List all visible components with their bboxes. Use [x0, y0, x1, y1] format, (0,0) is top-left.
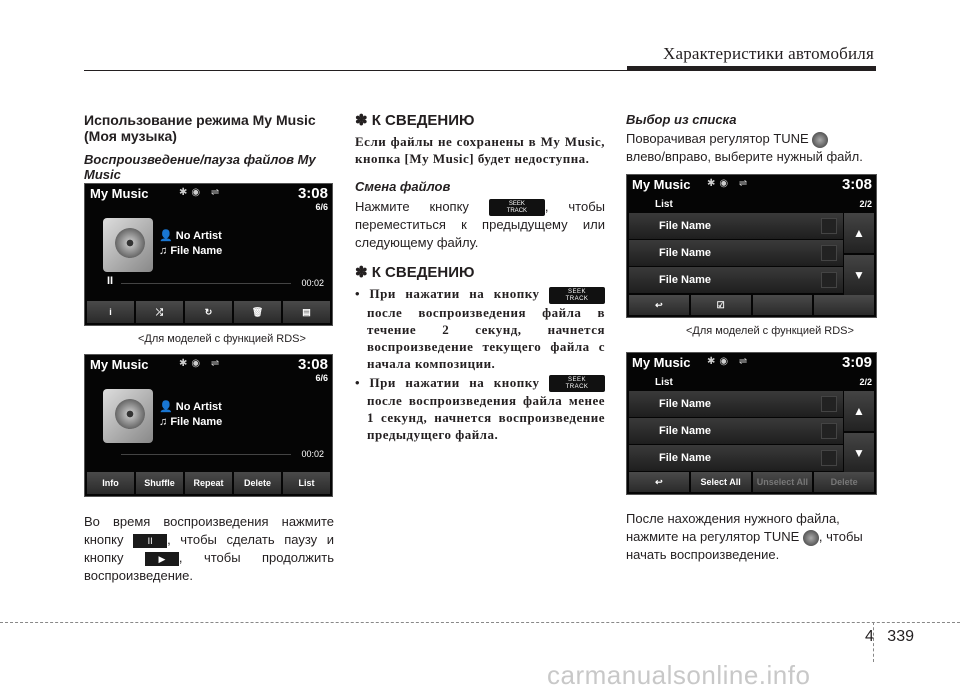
header-bar	[627, 66, 876, 71]
page-number: 4 339	[865, 628, 914, 645]
screen-time: 3:08	[297, 356, 328, 373]
seek-track-button-icon: SEEK TRACK	[489, 199, 545, 216]
select-from-list-heading: Выбор из списка	[626, 112, 737, 127]
screen-title: My Music	[632, 355, 691, 370]
bullet-2: • При нажатии на кнопку SEEK TRACK после воспроизведения файла менее 1 секунд, начнется воспроизведение предыдущего файла.	[355, 374, 605, 443]
list-label: List	[655, 199, 673, 210]
seek-track-button-icon: SEEK TRACK	[549, 375, 605, 392]
delete-button[interactable]: Delete	[814, 472, 874, 492]
info-icon-button[interactable]: i	[87, 301, 134, 323]
tune-knob-icon	[803, 530, 819, 546]
repeat-button[interactable]: Repeat	[185, 472, 232, 494]
album-art	[103, 389, 153, 443]
list-item[interactable]: File Name	[629, 267, 843, 293]
track-count: 6/6	[315, 202, 328, 212]
checkbox[interactable]	[821, 396, 837, 412]
screen-title: My Music	[632, 177, 691, 192]
disc-icon	[115, 228, 145, 258]
my-music-screen-icons	[84, 183, 333, 326]
list-label: List	[655, 377, 673, 388]
screen-title: My Music	[90, 186, 149, 201]
list-button-row	[629, 295, 874, 315]
note-heading-1: ✽ К СВЕДЕНИЮ	[355, 112, 475, 129]
status-icons: ✱◉ ⇌	[179, 358, 224, 369]
pause-button-icon: II	[133, 534, 167, 548]
info-button[interactable]: Info	[87, 472, 134, 494]
bullet-1: • При нажатии на кнопку SEEK TRACK после воспроизведения файла в течение 2 секунд, начнется воспроизведение текущего файла с начала композиции.	[355, 286, 605, 371]
column-3	[626, 112, 876, 166]
select-text: Поворачивая регулятор TUNE влево/вправо, выберите нужный файл.	[626, 131, 863, 164]
elapsed-time: 00:02	[301, 278, 324, 288]
header-rule	[84, 70, 627, 71]
tune-knob-icon	[812, 132, 828, 148]
artist-name: 👤 No Artist	[159, 401, 222, 413]
checkbox[interactable]	[821, 245, 837, 261]
checkbox[interactable]	[821, 423, 837, 439]
list-text-button-row	[629, 472, 874, 492]
elapsed-time: 00:02	[301, 449, 324, 459]
icon-button-row	[87, 301, 330, 323]
note-text-1: Если файлы не сохранены в My Music, кнопка [My Music] будет недоступна.	[355, 134, 605, 166]
change-files-text: Нажмите кнопку SEEK TRACK , чтобы переместиться к предыдущему или следующему файлу.	[355, 199, 605, 251]
screen-time: 3:08	[841, 176, 872, 193]
list-screen-text	[626, 352, 877, 495]
scroll-down-button[interactable]: ▼	[844, 433, 874, 473]
scroll-down-button[interactable]: ▼	[844, 255, 874, 295]
my-music-screen-text	[84, 354, 333, 497]
select-all-button[interactable]: Select All	[691, 472, 751, 492]
track-count: 6/6	[315, 373, 328, 383]
page-header-title: Характеристики автомобиля	[663, 44, 874, 63]
progress-line	[121, 454, 291, 455]
shuffle-button[interactable]: Shuffle	[136, 472, 183, 494]
unselect-all-button[interactable]: Unselect All	[753, 472, 813, 492]
screen-title: My Music	[90, 357, 149, 372]
play-pause-text: Во время воспроизведения нажмите кнопку II , чтобы сделать паузу и кнопку ▶ , чтобы продолжить воспроизведение.	[84, 514, 334, 583]
repeat-icon-button[interactable]: ↻	[185, 301, 232, 323]
checkbox[interactable]	[821, 272, 837, 288]
screen-time: 3:09	[841, 354, 872, 371]
file-name: ♫ File Name	[159, 416, 223, 428]
list-page: 2/2	[859, 199, 872, 209]
rds-caption-2: <Для моделей с функцией RDS>	[686, 325, 854, 337]
list-icon-button[interactable]: ▤	[283, 301, 330, 323]
disc-icon	[115, 399, 145, 429]
checkbox[interactable]	[821, 450, 837, 466]
pause-icon: II	[107, 275, 114, 287]
play-button-icon: ▶	[145, 552, 179, 566]
column-2	[355, 112, 605, 443]
scroll-up-button[interactable]: ▲	[844, 213, 874, 253]
album-art	[103, 218, 153, 272]
rds-caption-1: <Для моделей с функцией RDS>	[138, 333, 306, 345]
section-subheading: Воспроизведение/пауза файлов My Music	[84, 152, 316, 182]
status-icons: ✱◉ ⇌	[707, 178, 752, 189]
change-files-heading: Смена файлов	[355, 179, 451, 194]
shuffle-icon-button[interactable]: ⤮	[136, 301, 183, 323]
checkbox[interactable]	[821, 218, 837, 234]
unselect-all-icon-button[interactable]	[753, 295, 813, 315]
screen-time: 3:08	[297, 185, 328, 202]
list-item[interactable]: File Name	[629, 445, 843, 471]
select-all-icon-button[interactable]: ☑	[691, 295, 751, 315]
progress-line	[121, 283, 291, 284]
artist-name: 👤 No Artist	[159, 230, 222, 242]
list-page: 2/2	[859, 377, 872, 387]
list-item[interactable]: File Name	[629, 240, 843, 266]
footer-rule	[0, 622, 960, 623]
after-find-text: После нахождения нужного файла, нажмите на регулятор TUNE , чтобы начать воспроизведение.	[626, 511, 863, 562]
list-item[interactable]: File Name	[629, 213, 843, 239]
note-heading-2: ✽ К СВЕДЕНИЮ	[355, 264, 475, 282]
back-button[interactable]: ↩	[629, 472, 689, 492]
list-button[interactable]: List	[283, 472, 330, 494]
watermark: carmanualsonline.info	[547, 660, 811, 689]
scroll-up-button[interactable]: ▲	[844, 391, 874, 431]
delete-icon-button[interactable]: 🗑	[234, 301, 281, 323]
seek-track-button-icon: SEEK TRACK	[549, 287, 605, 304]
text-button-row	[87, 472, 330, 494]
list-item[interactable]: File Name	[629, 418, 843, 444]
status-icons: ✱◉ ⇌	[179, 187, 224, 198]
column-1	[84, 112, 334, 182]
list-item[interactable]: File Name	[629, 391, 843, 417]
file-name: ♫ File Name	[159, 245, 223, 257]
delete-icon-button[interactable]	[814, 295, 874, 315]
delete-button[interactable]: Delete	[234, 472, 281, 494]
section-heading: Использование режима My Music (Моя музыка)	[84, 112, 316, 144]
status-icons: ✱◉ ⇌	[707, 356, 752, 367]
back-button[interactable]: ↩	[629, 295, 689, 315]
list-screen-icons	[626, 174, 877, 318]
